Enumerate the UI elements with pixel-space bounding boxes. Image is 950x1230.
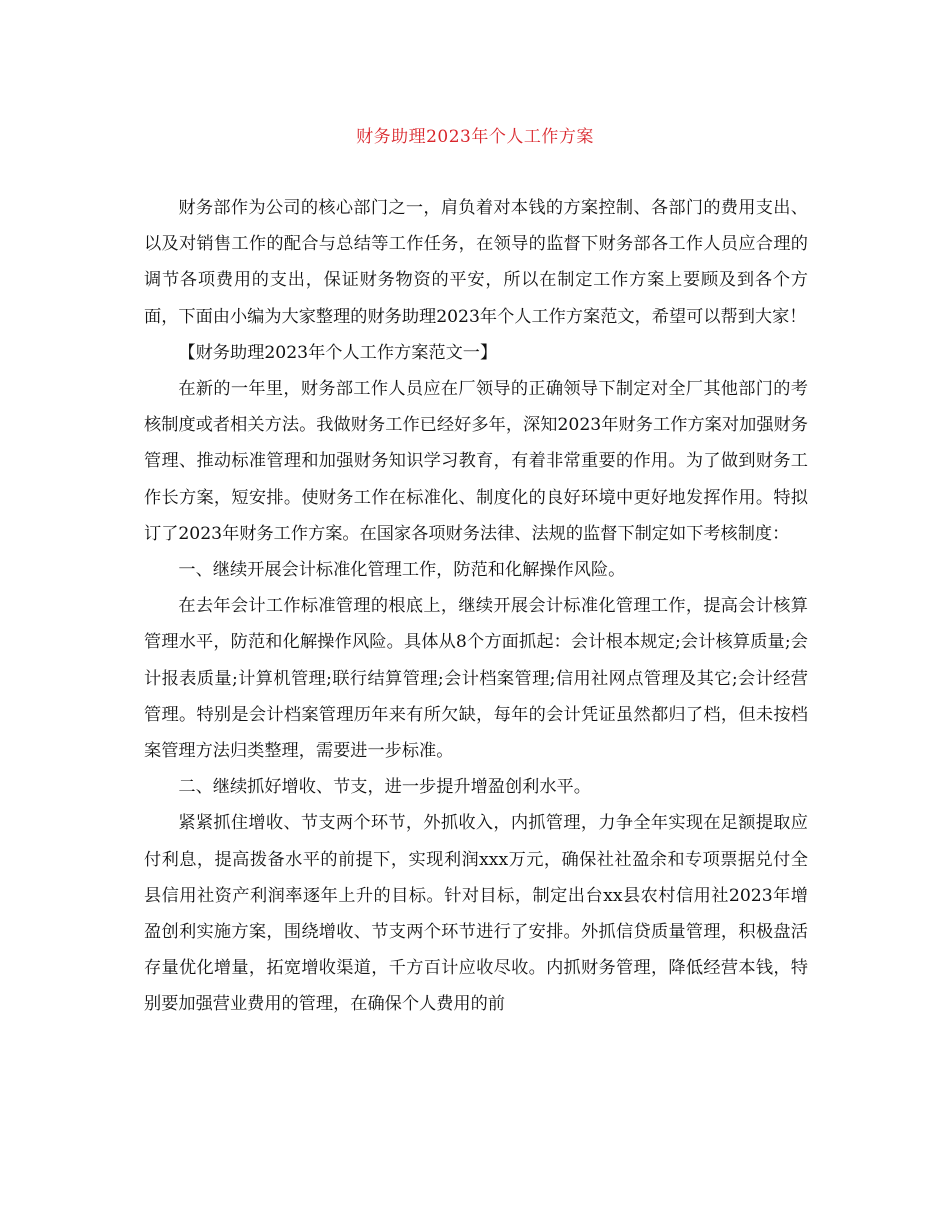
body-paragraph: 紧紧抓住增收、节支两个环节，外抓收入，内抓管理，力争全年实现在足额提取应付利息，提高拨备水平的前提下，实现利润xxx万元，确保社社盈余和专项票据兑付全县信用社资产利润率逐年上升的目标。针对目标，制定出台xx县农村信用社2023年增盈创利实施方案，围绕增收、节支两个环节进行了安排。外抓信贷质量管理，积极盘活存量优化增量，拓宽增收渠道，千方百计应收尽收。内抓财务管理，降低经营本钱，特别要加强营业费用的管理，在确保个人费用的前 [144, 813, 808, 1015]
document-body [144, 190, 808, 1023]
section-heading: 【财务助理2023年个人工作方案范文一】 [178, 342, 498, 363]
body-paragraph: 在去年会计工作标准管理的根底上，继续开展会计标准化管理工作，提高会计核算管理水平，防范和化解操作风险。具体从8个方面抓起：会计根本规定;会计核算质量;会计报表质量;计算机管理;联行结算管理;会计档案管理;信用社网点管理及其它;会计经营管理。特别是会计档案管理历年来有所欠缺，每年的会计凭证虽然都归了档，但未按档案管理方法归类整理，需要进一步标准。 [144, 596, 808, 762]
intro-paragraph: 财务部作为公司的核心部门之一，肩负着对本钱的方案控制、各部门的费用支出、以及对销售工作的配合与总结等工作任务，在领导的监督下财务部各工作人员应合理的调节各项费用的支出，保证财务物资的平安，所以在制定工作方案上要顾及到各个方面，下面由小编为大家整理的财务助理2023年个人工作方案范文，希望可以帮到大家！ [144, 198, 808, 327]
numbered-heading-one: 一、继续开展会计标准化管理工作，防范和化解操作风险。 [178, 560, 626, 581]
numbered-heading-two: 二、继续抓好增收、节支，进一步提升增盈创利水平。 [178, 777, 591, 798]
document-title: 财务助理2023年个人工作方案 [356, 127, 594, 147]
body-paragraph: 在新的一年里，财务部工作人员应在厂领导的正确领导下制定对全厂其他部门的考核制度或者相关方法。我做财务工作已经好多年，深知2023年财务工作方案对加强财务管理、推动标准管理和加强财务知识学习教育，有着非常重要的作用。为了做到财务工作长方案，短安排。使财务工作在标准化、制度化的良好环境中更好地发挥作用。特拟订了2023年财务工作方案。在国家各项财务法律、法规的监督下制定如下考核制度： [144, 379, 808, 544]
